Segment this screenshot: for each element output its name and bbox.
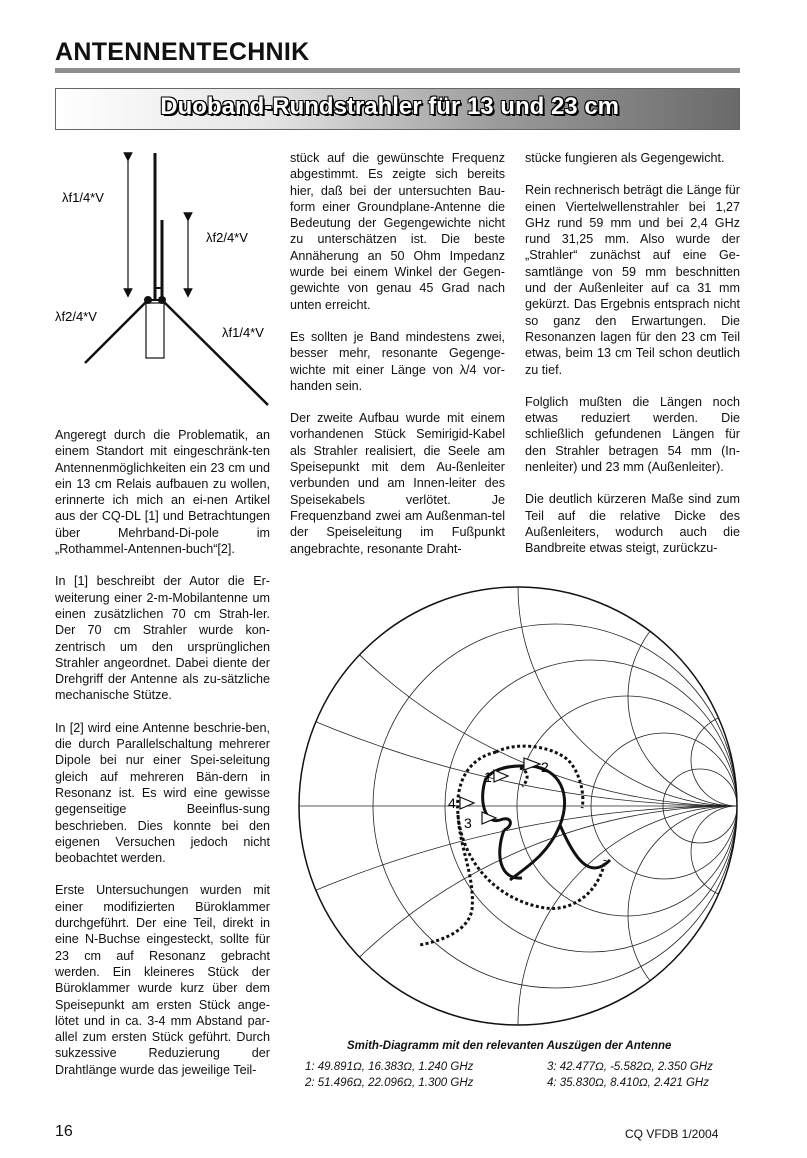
- paragraph: Folglich mußten die Längen noch etwas reduziert werden. Die schließlich gefundenen Längen für den Strahler betragen 54 mm (In-nenleiter) und 23 mm (Außenleiter).: [525, 394, 740, 475]
- paragraph: Rein rechnerisch beträgt die Länge für einen Viertelwellenstrahler bei 1,27 GHz rund 59 mm und bei 2,4 GHz rund 31,25 mm. Also wurde der „Strahler“ zunächst auf eine Ge-samtlänge von 59 mm beschnitten und der Außenleiter auf ca 31 mm gekürzt. Das Ergebnis entsprach nicht so ganz den Erwartungen. Die Resonanzen lagen für den 23 cm Teil etwas, beim 13 cm Teil schon deutlich zu tief.: [525, 183, 740, 377]
- paragraph: Der zweite Aufbau wurde mit einem vorhandenen Stück Semirigid-Kabel als Strahler realisiert, die Seele am Speisepunkt mit dem Au-ßenleiter verbunden und am Innen-leiter des Speisekabels verlötet. Je Frequenzband zwei am Außenman-tel der Speiseleitung im Fußpunkt angebrachte, resonante Draht-: [290, 411, 505, 556]
- smith-chart: [290, 583, 750, 1033]
- marker-label-2: 2: [541, 759, 549, 775]
- paragraph: In [2] wird eine Antenne beschrie-ben, die durch Parallelschaltung mehrerer Dipole bei nur einer Spei-seleitung gleich auf mehreren Bän-dern in Resonanz ist. Es wird eine gewisse gegenseitige Beeinflus-sung beschrieben. Dies konnte bei den eigenen Versuchen jedoch nicht beobachtet werden.: [55, 720, 270, 866]
- label-f2-left: λf2/4*V: [55, 309, 97, 324]
- counterweight-long: [162, 300, 268, 405]
- antenna-diagram: [50, 145, 290, 425]
- page-number: 16: [55, 1123, 73, 1140]
- legend-entry: 3: 42.477Ω, -5.582Ω, 2.350 GHz: [547, 1061, 713, 1073]
- text-column-1: [55, 427, 270, 1094]
- marker-label-3: 3: [464, 815, 472, 831]
- label-f2-top: λf2/4*V: [206, 230, 248, 245]
- coax-feed: [146, 303, 164, 358]
- section-heading: ANTENNENTECHNIK: [55, 38, 310, 66]
- paragraph: Angeregt durch die Problematik, an einem Standort mit eingeschränk-ten Antennenmöglichkeiten ein 23 cm und ein 13 cm Relais aufbauen zu wollen, erinnerte ich mich an ei-nen Artikel aus der CQ-DL [1] und Betrachtungen über Mehrband-Di-pole im „Rothammel-Antennen-buch“[2].: [55, 428, 270, 557]
- reactance-arc: [290, 806, 750, 1033]
- paragraph: Die deutlich kürzeren Maße sind zum Teil auf die relative Dicke des Außenleiters, wodurch auch die Bandbreite etwas steigt, zurückzu-: [525, 492, 740, 556]
- label-f1-right: λf1/4*V: [222, 325, 264, 340]
- journal-footer: CQ VFDB 1/2004: [625, 1127, 719, 1141]
- legend-entry: 2: 51.496Ω, 22.096Ω, 1.300 GHz: [305, 1077, 474, 1089]
- title-banner: [55, 88, 740, 130]
- feed-point: [144, 296, 152, 304]
- article-title: Duoband-Rundstrahler für 13 und 23 cm: [160, 93, 619, 120]
- marker-label-1: 1: [484, 769, 492, 785]
- paragraph: Es sollten je Band mindestens zwei, besser mehr, resonante Gegenge-wichte mit einer Länge von λ/4 vor-handen sein.: [290, 329, 505, 393]
- paragraph: Erste Untersuchungen wurden mit einer modifizierten Büroklammer durchgeführt. Der eine Teil, direkt in eine N-Buchse eingesteckt, sollte für 23 cm auf Resonanz gebracht werden. Ein kleineres Stück der Büroklammer wurde kurz über dem Speisepunkt am ersten Stück ange-lötet und in ca. 3-4 mm Abstand par-allel zum ersten Stück geführt. Durch sukzessive Reduzierung der Drahtlänge wurde das jeweilige Teil-: [55, 883, 270, 1077]
- paragraph: stück auf die gewünschte Frequenz abgestimmt. Es zeigte sich bereits hier, daß bei der untersuchten Bau-form einer Groundplane-Antenne die Bedeutung der Gegengewichte nicht zu unterschätzen ist. Die beste Annäherung an 50 Ohm Impedanz wurde bei einem Winkel der Gegen-gewichte von genau 45 Grad nach unten erreicht.: [290, 151, 505, 312]
- paragraph: stücke fungieren als Gegengewicht.: [525, 151, 725, 165]
- text-column-3: [525, 150, 740, 573]
- marker-label-4: 4: [448, 795, 456, 811]
- reactance-arc: [290, 806, 750, 1033]
- text-column-2: [290, 150, 505, 573]
- legend-entry: 1: 49.891Ω, 16.383Ω, 1.240 GHz: [305, 1061, 474, 1073]
- label-f1-top: λf1/4*V: [62, 190, 104, 205]
- figure-caption: Smith-Diagramm mit den relevanten Auszügen der Antenne: [347, 1040, 672, 1052]
- paragraph: In [1] beschreibt der Autor die Er-weiterung einer 2-m-Mobilantenne um einen zusätzlichen 70 cm Strah-ler. Der 70 cm Strahler wurde kon-zentrisch um den ursprünglichen Strahler angeordnet. Dabei diente der Drehgriff der Antenne als zu-sätzliche mechanische Stütze.: [55, 574, 270, 703]
- heading-rule: [55, 68, 740, 73]
- legend-entry: 4: 35.830Ω, 8.410Ω, 2.421 GHz: [547, 1077, 709, 1089]
